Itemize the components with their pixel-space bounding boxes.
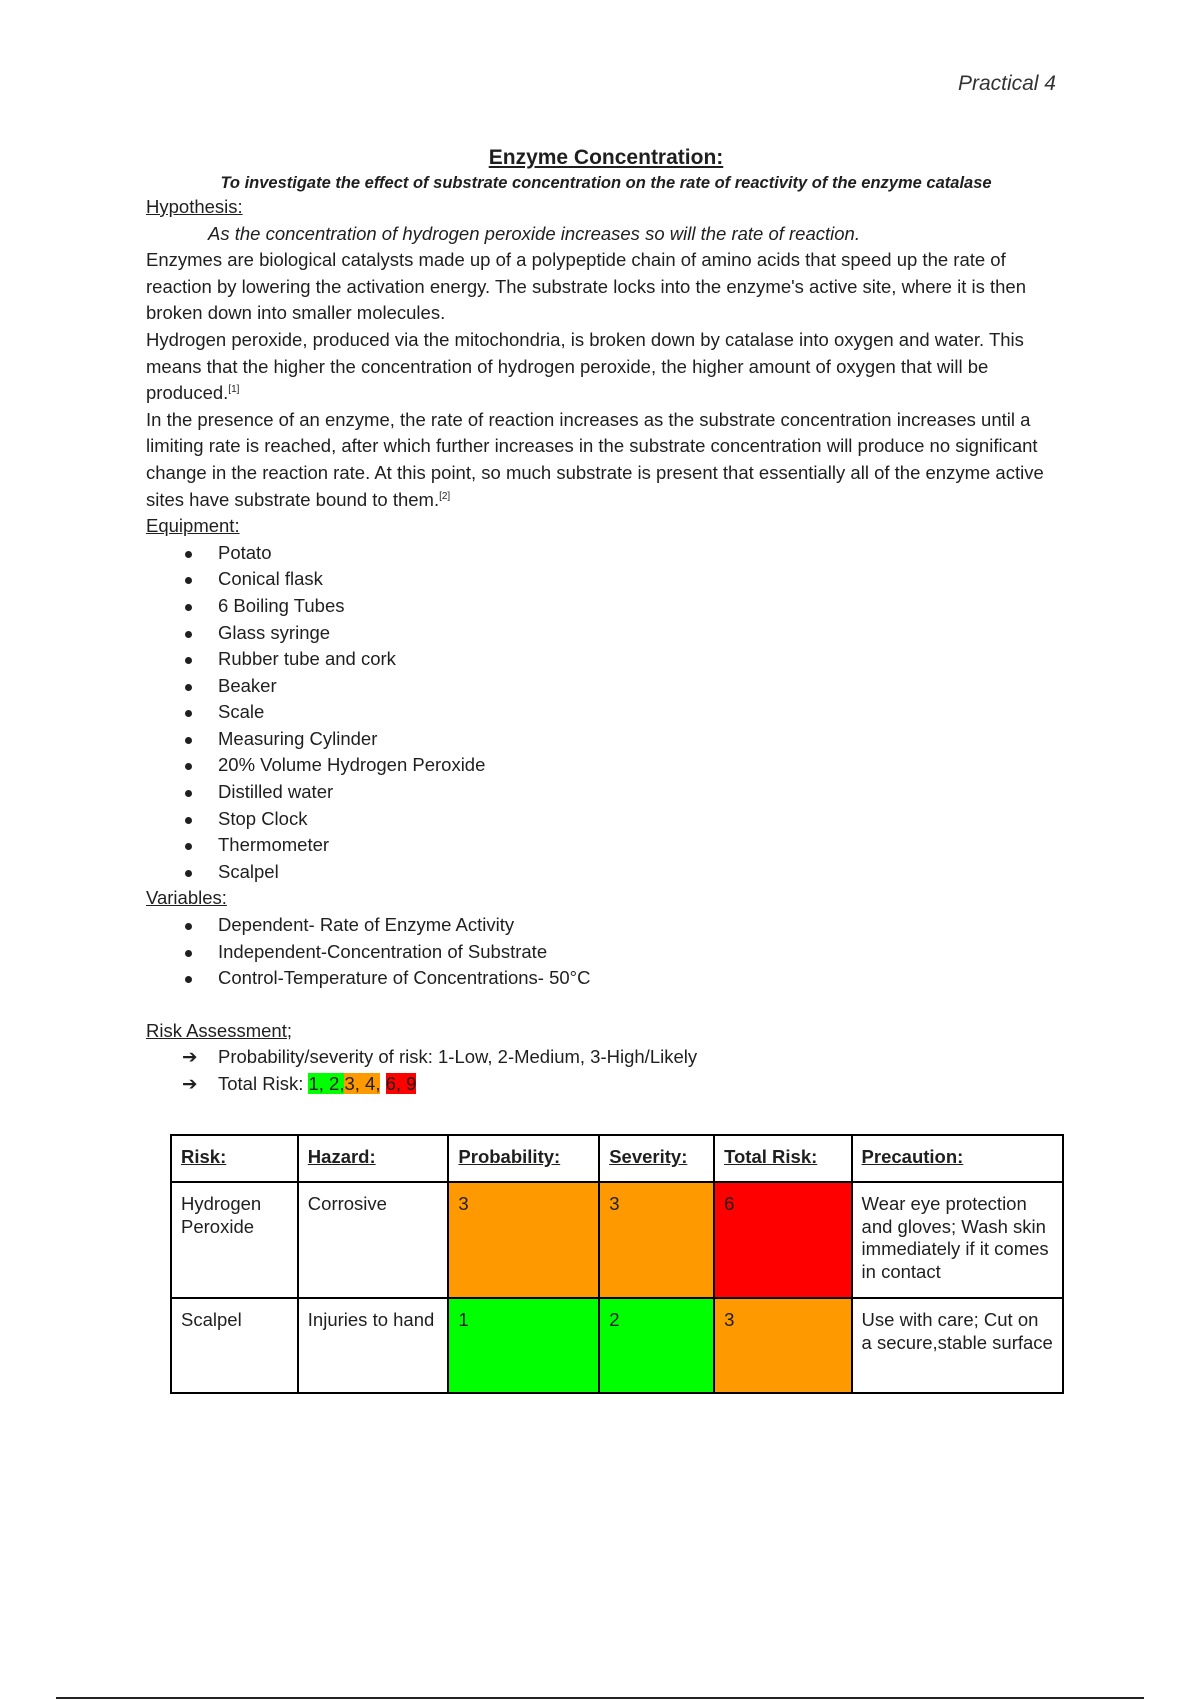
practical-label: Practical 4 (957, 72, 1056, 95)
substrate-text: In the presence of an enzyme, the rate of reaction increases as the substrate concentration increases until a limiting rate is reached, after which further increases in the substrate concentration will produce no significant change in the reaction rate. At this point, so much substrate is present that essentially all of the enzyme active sites have substrate bound to them. (146, 408, 1044, 510)
document-body (146, 144, 1066, 1098)
risk-scale-text: Probability/severity of risk: 1-Low, 2-Medium, 3-High/Likely (218, 1046, 698, 1068)
risk-key-list (146, 1044, 1066, 1097)
column-header: Hazard: (298, 1135, 449, 1182)
list-item: Distilled water (146, 779, 1066, 806)
list-item: Potato (146, 540, 1066, 567)
hazard-cell: Corrosive (298, 1182, 449, 1298)
total-risk-label: Total Risk: (218, 1073, 309, 1094)
hypothesis-heading: Hypothesis: (146, 196, 243, 217)
table-row (171, 1298, 1063, 1393)
equipment-heading: Equipment: (146, 515, 240, 537)
risk-table (170, 1134, 1064, 1394)
hydrogen-peroxide-paragraph (146, 327, 1066, 407)
list-item: Conical flask (146, 566, 1066, 593)
hydrogen-peroxide-text: Hydrogen peroxide, produced via the mitochondria, is broken down by catalase into oxygen and water. This means that the higher the concentration of hydrogen peroxide, the higher amount of oxygen that will be produced. (146, 328, 1024, 404)
variables-heading: Variables: (146, 887, 227, 909)
severity-cell: 3 (599, 1182, 714, 1298)
list-item: Independent-Concentration of Substrate (146, 939, 1066, 966)
list-item: Rubber tube and cork (146, 646, 1066, 673)
list-item (146, 1044, 1066, 1071)
aim-statement: To investigate the effect of substrate concentration on the rate of reactivity of the enzyme catalase (220, 174, 992, 192)
table-row (171, 1182, 1063, 1298)
risk-assessment-heading: Risk Assessment; (146, 1019, 292, 1041)
list-item: 20% Volume Hydrogen Peroxide (146, 752, 1066, 779)
probability-cell: 3 (448, 1182, 599, 1298)
hypothesis-statement: As the concentration of hydrogen peroxide increases so will the rate of reaction. (208, 222, 860, 244)
substrate-paragraph (146, 407, 1066, 513)
list-item (146, 1071, 1066, 1098)
page-title: Enzyme Concentration: (488, 146, 724, 169)
probability-cell: 1 (448, 1298, 599, 1393)
list-item: Beaker (146, 673, 1066, 700)
column-header: Total Risk: (714, 1135, 851, 1182)
risk-cell: Hydrogen Peroxide (171, 1182, 298, 1298)
list-item: Stop Clock (146, 806, 1066, 833)
total-risk-medium: 3, 4, (344, 1073, 381, 1094)
precaution-cell: Wear eye protection and gloves; Wash skin immediately if it comes in contact (852, 1182, 1063, 1298)
table-header-row (171, 1135, 1063, 1182)
hazard-cell: Injuries to hand (298, 1298, 449, 1393)
list-item: Dependent- Rate of Enzyme Activity (146, 912, 1066, 939)
total-risk-cell: 6 (714, 1182, 851, 1298)
risk-cell: Scalpel (171, 1298, 298, 1393)
column-header: Probability: (448, 1135, 599, 1182)
list-item: Measuring Cylinder (146, 726, 1066, 753)
section-spacer (146, 992, 1066, 1018)
precaution-cell: Use with care; Cut on a secure,stable surface (852, 1298, 1063, 1393)
list-item: Scale (146, 699, 1066, 726)
column-header: Severity: (599, 1135, 714, 1182)
reference-1: [1] (228, 384, 240, 395)
total-risk-high: 6, 9 (385, 1073, 417, 1094)
total-risk-cell: 3 (714, 1298, 851, 1393)
arrow-icon: ➔ (182, 1046, 198, 1068)
page-bottom-divider (56, 1697, 1144, 1699)
list-item: Thermometer (146, 832, 1066, 859)
column-header: Precaution: (852, 1135, 1063, 1182)
list-item: 6 Boiling Tubes (146, 593, 1066, 620)
list-item: Scalpel (146, 859, 1066, 886)
enzyme-paragraph: Enzymes are biological catalysts made up of a polypeptide chain of amino acids that speed up the rate of reaction by lowering the activation energy. The substrate locks into the enzyme's active site, where it is then broken down into smaller molecules. (146, 249, 1026, 324)
column-header: Risk: (171, 1135, 298, 1182)
equipment-list (146, 540, 1066, 886)
reference-2: [2] (439, 490, 451, 502)
total-risk-low: 1, 2, (308, 1073, 345, 1094)
list-item: Glass syringe (146, 620, 1066, 647)
variables-list (146, 912, 1066, 992)
arrow-icon: ➔ (182, 1073, 198, 1094)
list-item: Control-Temperature of Concentrations- 50°C (146, 965, 1066, 992)
severity-cell: 2 (599, 1298, 714, 1393)
